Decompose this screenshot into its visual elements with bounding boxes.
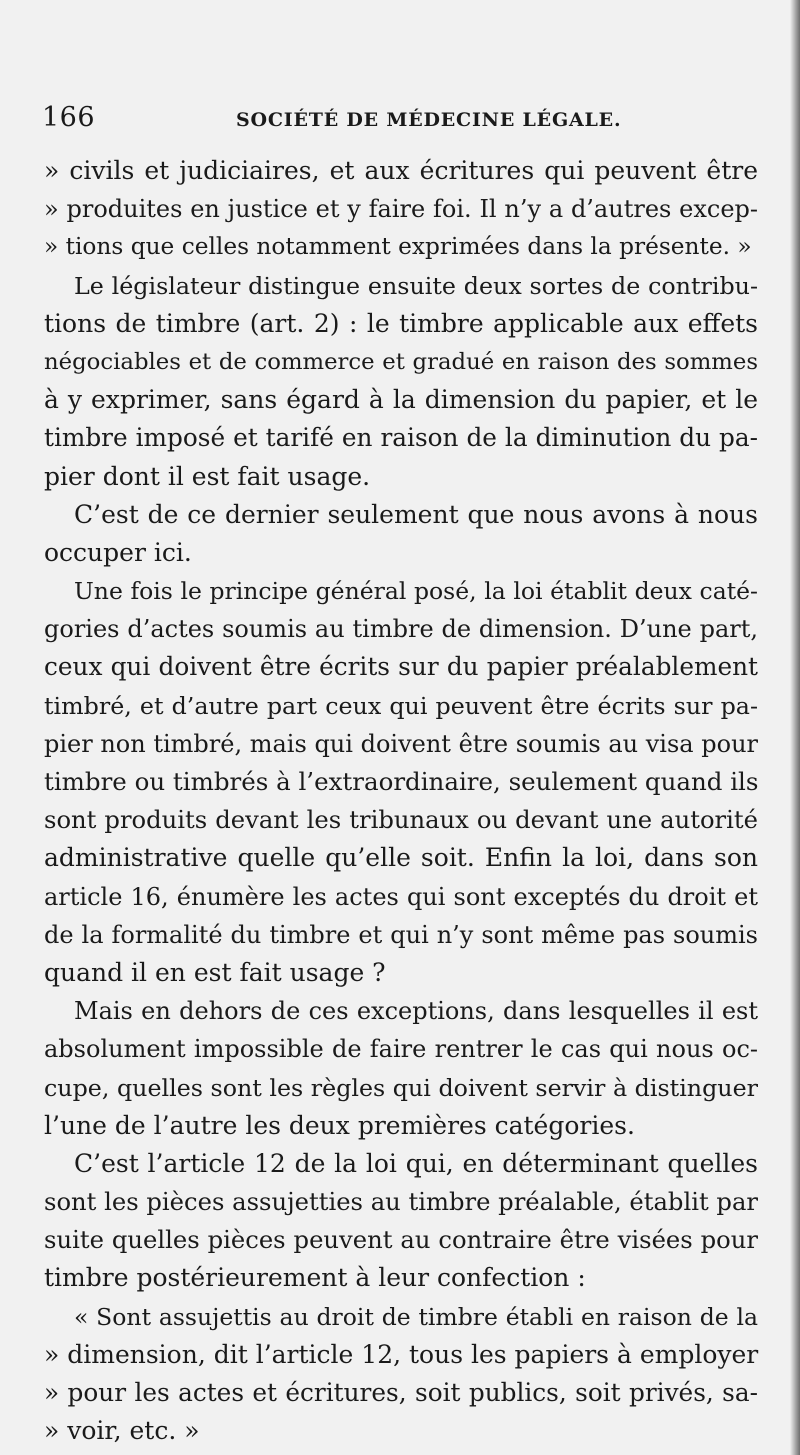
text-line: de la formalité du timbre et qui n’y sont même pas soumis: [44, 920, 758, 949]
text-line: Le législateur distingue ensuite deux sortes de contribu-: [74, 271, 758, 300]
text-line: à y exprimer, sans égard à la dimension du papier, et le: [44, 385, 758, 415]
text-line: timbre ou timbrés à l’extraordinaire, seulement quand ils: [44, 767, 759, 796]
text-line: C’est de ce dernier seulement que nous avons à nous: [74, 499, 758, 529]
text-line: » dimension, dit l’article 12, tous les papiers à employer: [44, 1339, 759, 1369]
text-line: ceux qui doivent être écrits sur du papier préalablement: [44, 652, 758, 682]
text-line: sont les pièces assujetties au timbre préalable, établit par: [44, 1187, 758, 1217]
text-line: tions de timbre (art. 2) : le timbre applicable aux effets: [44, 308, 758, 338]
text-line: administrative quelle qu’elle soit. Enfin la loi, dans son: [44, 843, 758, 873]
text-line: sont produits devant les tribunaux ou devant une autorité: [44, 805, 758, 835]
text-line: Une fois le principe général posé, la loi établit deux caté-: [74, 577, 758, 606]
text-line: timbré, et d’autre part ceux qui peuvent être écrits sur pa-: [44, 691, 758, 720]
text-line: » pour les actes et écritures, soit publics, soit privés, sa-: [44, 1378, 758, 1407]
text-line: » civils et judiciaires, et aux écritures qui peuvent être: [44, 156, 758, 185]
text-line: » tions que celles notamment exprimées dans la présente. »: [44, 233, 752, 261]
text-line: « Sont assujettis au droit de timbre établi en raison de la: [74, 1302, 758, 1331]
text-line: Mais en dehors de ces exceptions, dans lesquelles il est: [74, 997, 758, 1026]
text-line: » voir, etc. »: [44, 1416, 200, 1446]
text-line: l’une de l’autre les deux premières catégories.: [44, 1110, 635, 1140]
text-line: absolument impossible de faire rentrer le cas qui nous oc-: [44, 1035, 758, 1064]
text-line: pier dont il est fait usage.: [44, 461, 371, 491]
page-header: [42, 100, 782, 140]
text-line: » produites en justice et y faire foi. Il n’y a d’autres excep-: [44, 195, 758, 224]
text-line: pier non timbré, mais qui doivent être soumis au visa pour: [44, 729, 758, 758]
text-line: timbre imposé et tarifé en raison de la diminution du pa-: [44, 423, 758, 453]
text-line: timbre postérieurement à leur confection :: [44, 1263, 586, 1293]
text-line: suite quelles pièces peuvent au contraire être visées pour: [44, 1225, 758, 1255]
text-line: cupe, quelles sont les règles qui doivent servir à distinguer: [44, 1073, 758, 1102]
text-line: article 16, énumère les actes qui sont exceptés du droit et: [44, 882, 758, 911]
text-line: quand il en est fait usage ?: [44, 957, 386, 987]
text-line: négociables et de commerce et gradué en raison des sommes: [44, 348, 758, 375]
running-title: SOCIÉTÉ DE MÉDECINE LÉGALE.: [236, 109, 622, 131]
text-line: gories d’actes soumis au timbre de dimension. D’une part,: [44, 615, 758, 644]
text-line: C’est l’article 12 de la loi qui, en déterminant quelles: [74, 1148, 758, 1178]
text-line: occuper ici.: [44, 537, 192, 567]
body-text: [44, 152, 758, 1450]
page-edge-shadow: [790, 0, 800, 1455]
page-number: 166: [42, 102, 96, 133]
